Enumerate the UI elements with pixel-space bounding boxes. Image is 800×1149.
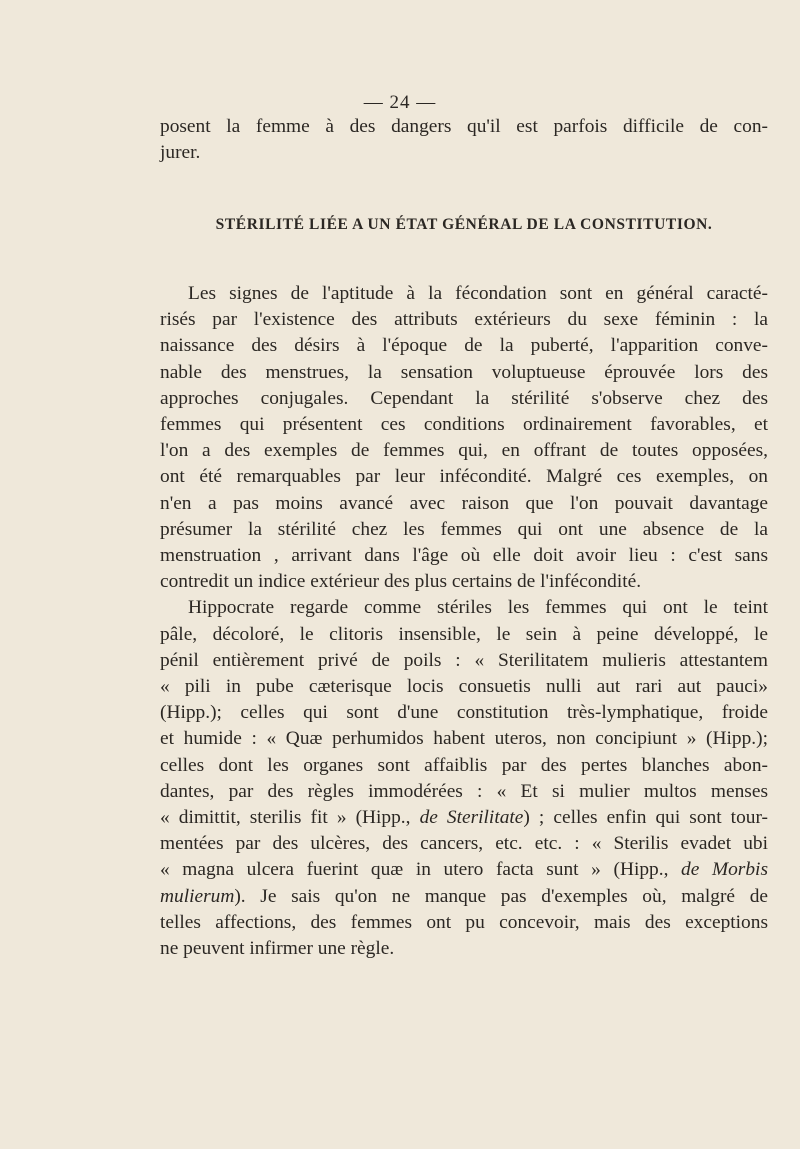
text-line xyxy=(160,805,768,831)
text-line: mentées par des ulcères, des cancers, etc. etc. : « Sterilis evadet ubi xyxy=(160,833,768,855)
text-line: celles dont les organes sont affaiblis par des pertes blanches abon- xyxy=(160,754,768,776)
text-line: (Hipp.); celles qui sont d'une constitution très-lymphatique, froide xyxy=(160,702,768,724)
text-line: ne peuvent infirmer une règle. xyxy=(160,938,395,960)
text-line: risés par l'existence des attributs extérieurs du sexe féminin : la xyxy=(160,309,768,331)
text-line: nable des menstrues, la sensation voluptueuse éprouvée lors des xyxy=(160,361,768,383)
body-text xyxy=(160,281,768,962)
text-segment: ). Je sais qu'on ne manque pas d'exemples où, malgré de xyxy=(234,885,768,907)
text-line: telles affections, des femmes ont pu concevoir, mais des exceptions xyxy=(160,911,768,933)
text-line: dantes, par des règles immodérées : « Et si mulier multos menses xyxy=(160,780,768,802)
text-line: pâle, décoloré, le clitoris insensible, le sein à peine développé, le xyxy=(160,623,768,645)
text-segment: « magna ulcera fuerint quæ in utero facta sunt » (Hipp., xyxy=(160,859,682,881)
text-line: posent la femme à des dangers qu'il est parfois difficile de con- xyxy=(160,116,768,137)
page-number: — 24 — xyxy=(363,92,437,113)
text-line: Les signes de l'aptitude à la fécondation sont en général caracté- xyxy=(188,283,768,304)
text-line: « pili in pube cæterisque locis consuetis nulli aut rari aut pauci» xyxy=(160,676,768,698)
text-line: Hippocrate regarde comme stériles les femmes qui ont le teint xyxy=(188,597,768,619)
carry-over-paragraph xyxy=(160,114,768,166)
italic-title: mulierum xyxy=(160,885,235,907)
text-line: n'en a pas moins avancé avec raison que l'on pouvait davantage xyxy=(160,492,768,514)
text-line: naissance des désirs à l'époque de la puberté, l'apparition conve- xyxy=(160,335,768,357)
italic-title: de Morbis xyxy=(681,859,768,881)
italic-title: de Sterilitate xyxy=(419,807,524,829)
carry-over-text xyxy=(160,114,768,166)
text-segment: ) ; celles enfin qui sont tour- xyxy=(523,807,768,829)
text-line: présumer la stérilité chez les femmes qui ont une absence de la xyxy=(160,518,768,540)
text-line: et humide : « Quæ perhumidos habent uteros, non concipiunt » (Hipp.); xyxy=(160,728,768,750)
text-line: pénil entièrement privé de poils : « Sterilitatem mulieris attestantem xyxy=(160,649,768,671)
text-line: contredit un indice extérieur des plus certains de l'infécondité. xyxy=(160,571,642,593)
text-line: l'on a des exemples de femmes qui, en offrant de toutes opposées, xyxy=(160,440,768,462)
paragraph-hippocrate xyxy=(160,595,768,962)
text-line: approches conjugales. Cependant la stérilité s'observe chez des xyxy=(160,387,768,409)
text-line: femmes qui présentent ces conditions ordinairement favorables, et xyxy=(160,414,768,436)
text-line xyxy=(160,884,768,910)
text-line xyxy=(160,857,768,883)
section-heading: STÉRILITÉ LIÉE A UN ÉTAT GÉNÉRAL DE LA CONSTITUTION. xyxy=(215,216,713,233)
text-line: ont été remarquables par leur infécondité. Malgré ces exemples, on xyxy=(160,466,768,488)
paragraph-aptitude xyxy=(160,281,768,595)
text-segment: « dimittit, sterilis fit » (Hipp., xyxy=(160,807,420,829)
text-line: menstruation , arrivant dans l'âge où elle doit avoir lieu : c'est sans xyxy=(160,545,768,567)
text-line: jurer. xyxy=(160,142,201,164)
